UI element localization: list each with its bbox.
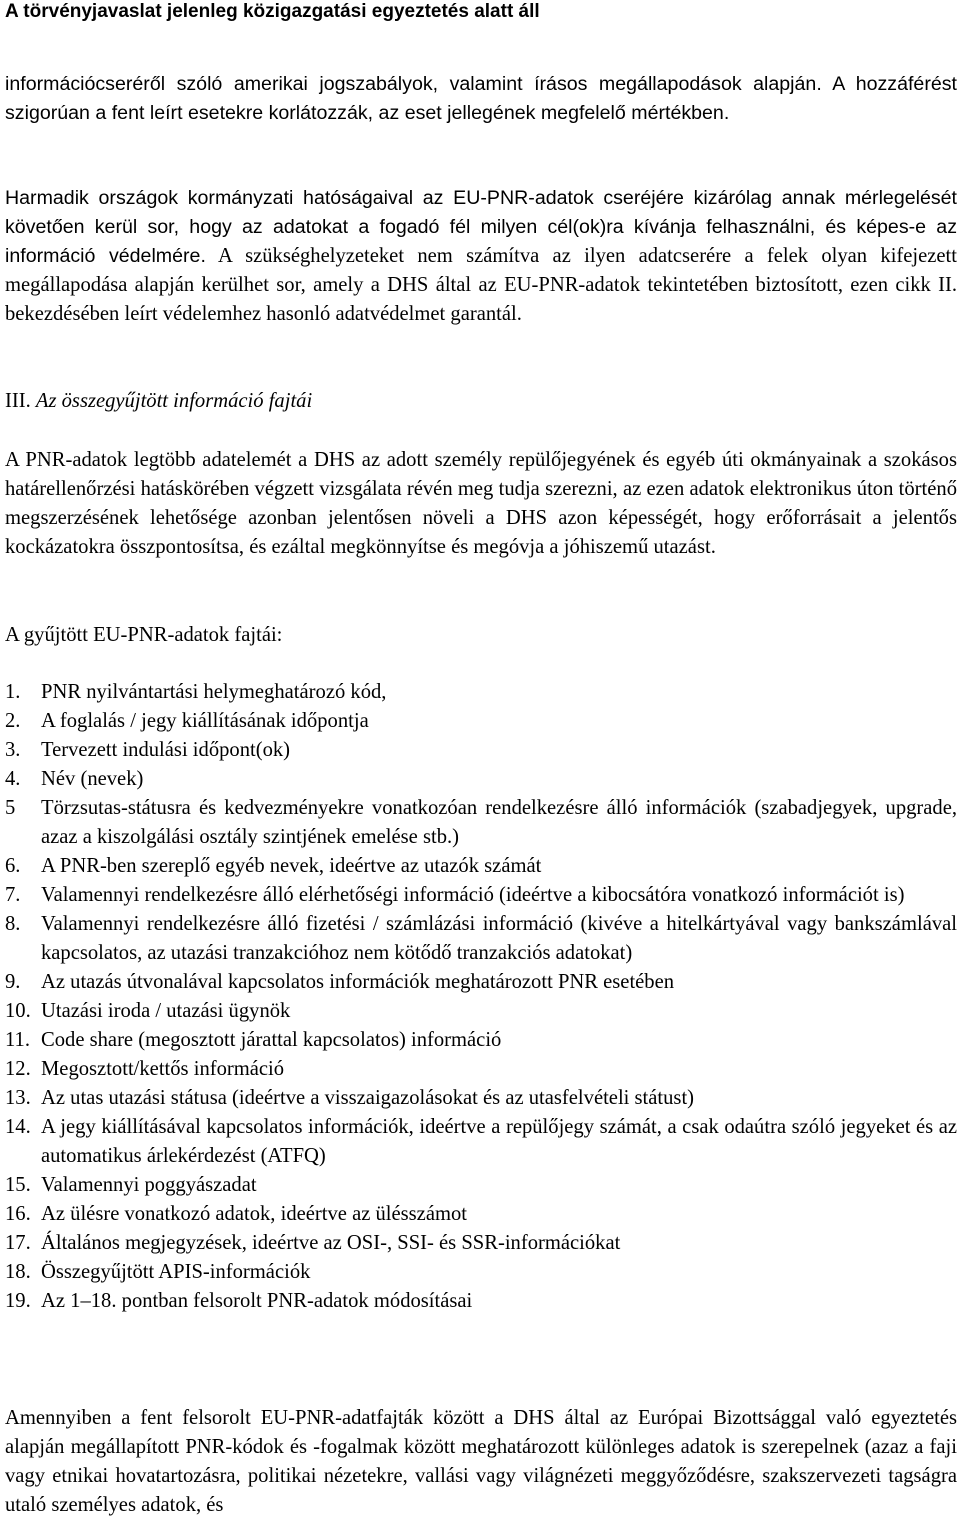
status-banner: A törvényjavaslat jelenleg közigazgatási egyeztetés alatt áll (5, 1, 540, 22)
paragraph-3: A PNR-adatok legtöbb adatelemét a DHS az adott személy repülőjegyének és egyéb úti okmányainak a szokásos határellenőrzési hatáskörében végzett vizsgálata révén meg tudja szerezni, az ezen adatok elektronikus úton történő megszerzésének lehetősége azonban jelentősen növeli a DHS azon képességét, hogy erőforrásait a jelentős kockázatokra összpontosítsa, és ezáltal megkönnyítse és megóvja a jóhiszemű utazást. (5, 449, 957, 558)
list-item-number: 5 (5, 797, 16, 819)
list-item-text: Az utazás útvonalával kapcsolatos információk meghatározott PNR esetében (41, 971, 675, 993)
list-item-text: Az 1–18. pontban felsorolt PNR-adatok módosításai (41, 1290, 473, 1312)
paragraph-2 (5, 184, 957, 329)
list-item-number: 6. (5, 855, 21, 877)
section-heading (5, 387, 957, 416)
list-item-number: 8. (5, 913, 21, 935)
list-item-text: Valamennyi poggyászadat (41, 1174, 257, 1196)
paragraph-4: Amennyiben a fent felsorolt EU-PNR-adatfajták között a DHS által az Európai Bizottsággal való egyeztetés alapján megállapított PNR-kódok és -fogalmak között meghatározott különleges adatok is szerepelnek (azaz a faji vagy etnikai hovatartozásra, politikai nézetekre, vallási vagy világnézeti meggyőződésre, szakszervezeti tagságra utaló személyes adatok, és (5, 1407, 957, 1516)
list-item (5, 765, 957, 794)
list-item (5, 997, 957, 1026)
list-item-text: Valamennyi rendelkezésre álló fizetési / számlázási információ (kivéve a hitelkártyával vagy bankszámlával kapcsolatos, az utazási tranzakcióhoz nem kötődő tranzakciós adatokat) (41, 913, 957, 964)
list-item-number: 11. (5, 1029, 30, 1051)
list-item (5, 1026, 957, 1055)
list-item-number: 9. (5, 971, 21, 993)
list-item (5, 1113, 957, 1171)
list-item-text: Törzsutas-státusra és kedvezményekre vonatkozóan rendelkezésre álló információk (szabadjegyek, upgrade, azaz a kiszolgálási osztály szintjének emelése stb.) (41, 797, 957, 848)
section-title: Az összegyűjtött információ fajtái (35, 390, 313, 412)
list-item-text: Általános megjegyzések, ideértve az OSI-, SSI- és SSR-információkat (41, 1232, 621, 1254)
paragraph-1: információcseréről szóló amerikai jogszabályok, valamint írásos megállapodások alapján. A hozzáférést szigorúan a fent leírt esetekre korlátozzák, az eset jellegének megfelelő mértékben. (5, 73, 957, 124)
data-types-list (5, 678, 957, 1316)
list-item-text: PNR nyilvántartási helymeghatározó kód, (41, 681, 387, 703)
list-item-number: 19. (5, 1290, 31, 1312)
list-item-text: Összegyűjtött APIS-információk (41, 1261, 311, 1283)
list-item-text: Megosztott/kettős információ (41, 1058, 285, 1080)
list-item (5, 910, 957, 968)
list-item-text: Tervezett indulási időpont(ok) (41, 739, 291, 761)
section-number: III. (5, 390, 31, 412)
list-item-text: Utazási iroda / utazási ügynök (41, 1000, 291, 1022)
list-item-number: 18. (5, 1261, 31, 1283)
list-item-text: Code share (megosztott járattal kapcsolatos) információ (41, 1029, 502, 1051)
list-item-number: 10. (5, 1000, 31, 1022)
list-item-number: 16. (5, 1203, 31, 1225)
list-item-number: 3. (5, 739, 21, 761)
list-item (5, 678, 957, 707)
list-item-number: 15. (5, 1174, 31, 1196)
list-item (5, 736, 957, 765)
list-item (5, 1055, 957, 1084)
list-item (5, 881, 957, 910)
list-item-text: Az ülésre vonatkozó adatok, ideértve az ülésszámot (41, 1203, 468, 1225)
list-item-number: 4. (5, 768, 21, 790)
list-item-text: Valamennyi rendelkezésre álló elérhetőségi információ (ideértve a kibocsátóra vonatkozó információt is) (41, 884, 905, 906)
list-item (5, 707, 957, 736)
list-item (5, 1084, 957, 1113)
list-item-text: Az utas utazási státusa (ideértve a visszaigazolásokat és az utasfelvételi státust) (41, 1087, 695, 1109)
list-item (5, 1287, 957, 1316)
list-item-number: 14. (5, 1116, 31, 1138)
list-item-text: A PNR-ben szereplő egyéb nevek, ideértve az utazók számát (41, 855, 542, 877)
list-item-number: 1. (5, 681, 21, 703)
list-item (5, 968, 957, 997)
list-item-number: 17. (5, 1232, 31, 1254)
list-item (5, 1171, 957, 1200)
list-item (5, 1229, 957, 1258)
list-item (5, 1258, 957, 1287)
paragraph-2-part-a: Harmadik országok kormányzati hatóságaival az EU-PNR-adatok cseréjére kizárólag annak mérlegelését követően kerül sor, hogy az adatokat a fogadó fél milyen cél(ok)ra kívánja felhasználni, és képes-e az információ védelmére. (5, 187, 957, 267)
list-item-number: 2. (5, 710, 21, 732)
list-item-text: A foglalás / jegy kiállításának időpontja (41, 710, 369, 732)
list-item-text: Név (nevek) (41, 768, 144, 790)
list-title: A gyűjtött EU-PNR-adatok fajtái: (5, 624, 283, 646)
paragraph-2-part-b: A szükséghelyzeteket nem számítva az ilyen adatcserére a felek olyan kifejezett megállapodása alapján kerülhet sor, amely a DHS által az EU-PNR-adatok tekintetében biztosított, ezen cikk II. bekezdésében leírt védelemhez hasonló adatvédelmet garantál. (5, 245, 957, 325)
list-item (5, 852, 957, 881)
list-item-number: 7. (5, 884, 21, 906)
list-item (5, 794, 957, 852)
list-item-text: A jegy kiállításával kapcsolatos információk, ideértve a repülőjegy számát, a csak odaútra szóló jegyeket és az automatikus árlekérdezést (ATFQ) (41, 1116, 957, 1167)
list-item (5, 1200, 957, 1229)
list-item-number: 12. (5, 1058, 31, 1080)
list-item-number: 13. (5, 1087, 31, 1109)
